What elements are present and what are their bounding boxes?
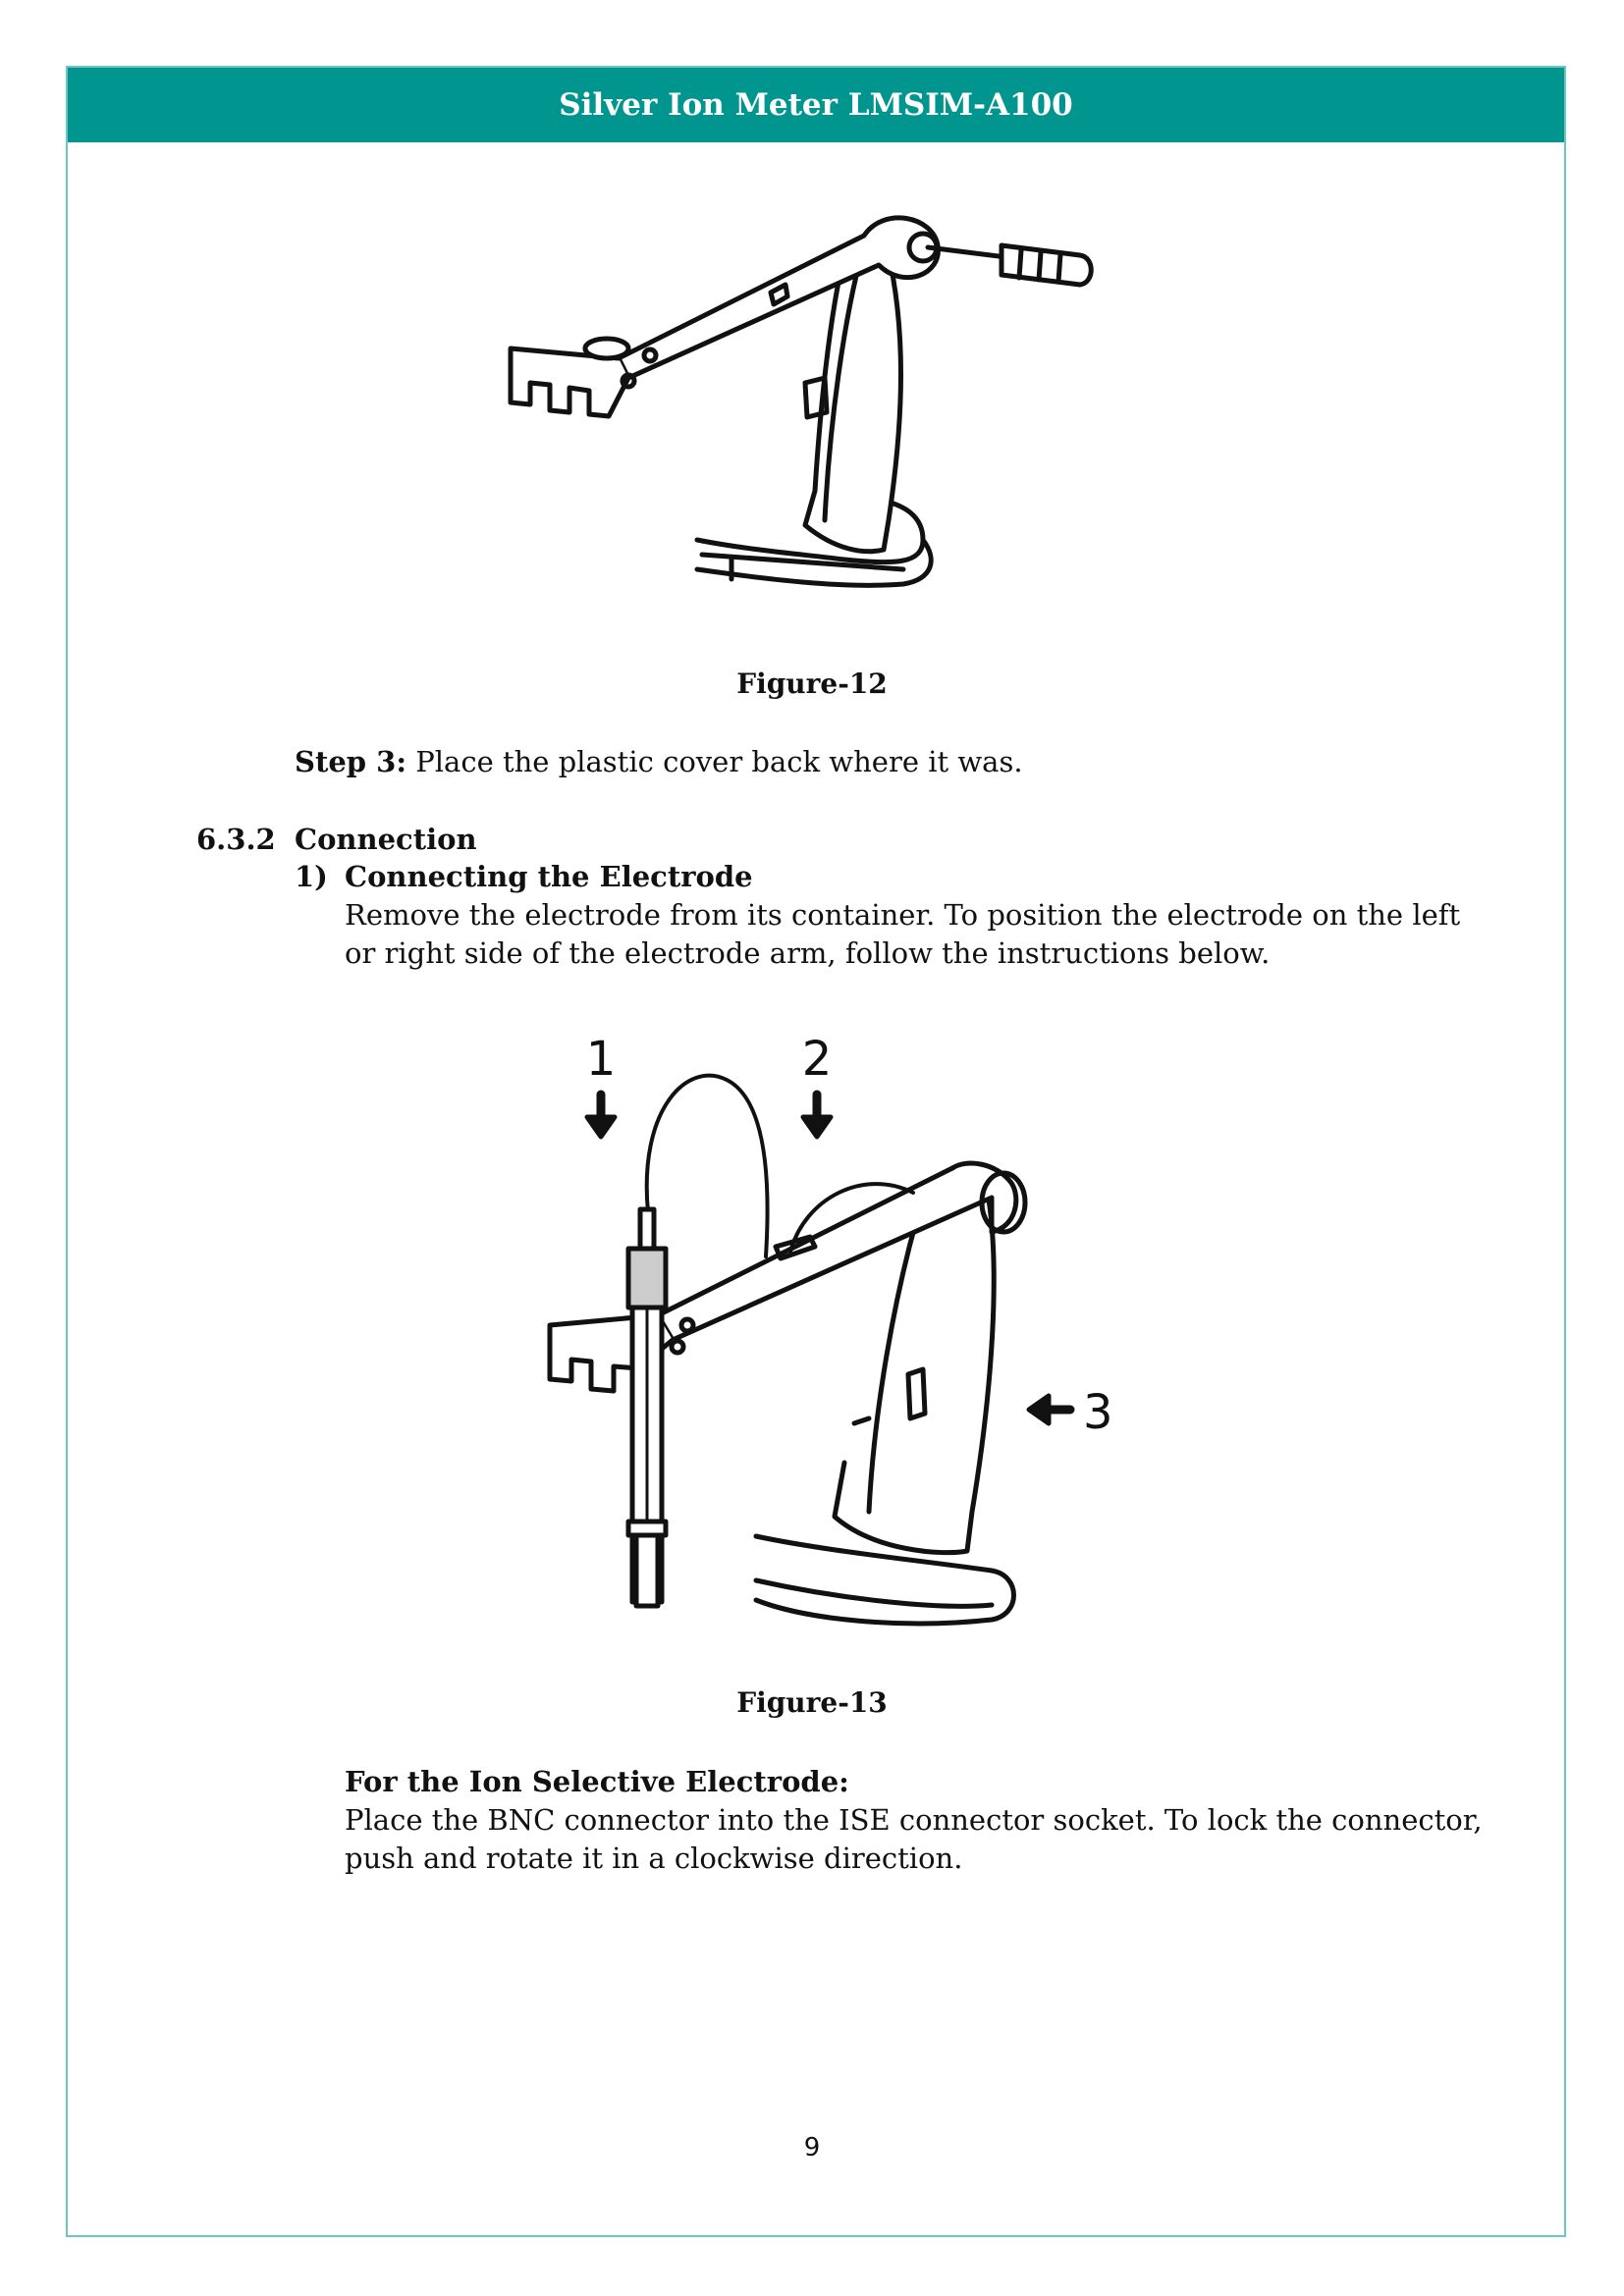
figure-13-label-1: 1	[585, 1032, 617, 1087]
item-number: 1)	[295, 860, 328, 893]
step-3-body: Place the plastic cover back where it was.	[406, 745, 1023, 778]
step-3-text	[295, 743, 1023, 781]
step-3-label: Step 3:	[295, 745, 407, 778]
section-paragraph-line-2: or right side of the electrode arm, follow the instructions below.	[345, 936, 1271, 970]
section-number: 6.3.2	[196, 823, 276, 856]
figure-13-label-2: 2	[801, 1032, 833, 1087]
figure-13-caption: Figure-13	[736, 1686, 888, 1719]
page-number: 9	[803, 2133, 821, 2163]
figure-12-caption: Figure-12	[736, 667, 888, 700]
section-title: Connection	[295, 823, 477, 856]
ise-heading: For the Ion Selective Electrode:	[345, 1765, 849, 1798]
ise-line-1: Place the BNC connector into the ISE connector socket. To lock the connector,	[345, 1803, 1483, 1837]
figure-12-illustration	[491, 177, 1159, 638]
figure-13-label-3: 3	[1083, 1385, 1113, 1440]
section-paragraph-line-1: Remove the electrode from its container. To position the electrode on the left	[345, 898, 1461, 932]
item-title: Connecting the Electrode	[345, 860, 753, 893]
figure-13-illustration	[530, 1001, 1119, 1649]
page-header: Silver Ion Meter LMSIM-A100	[68, 68, 1564, 142]
ise-line-2: push and rotate it in a clockwise direction.	[345, 1842, 963, 1875]
